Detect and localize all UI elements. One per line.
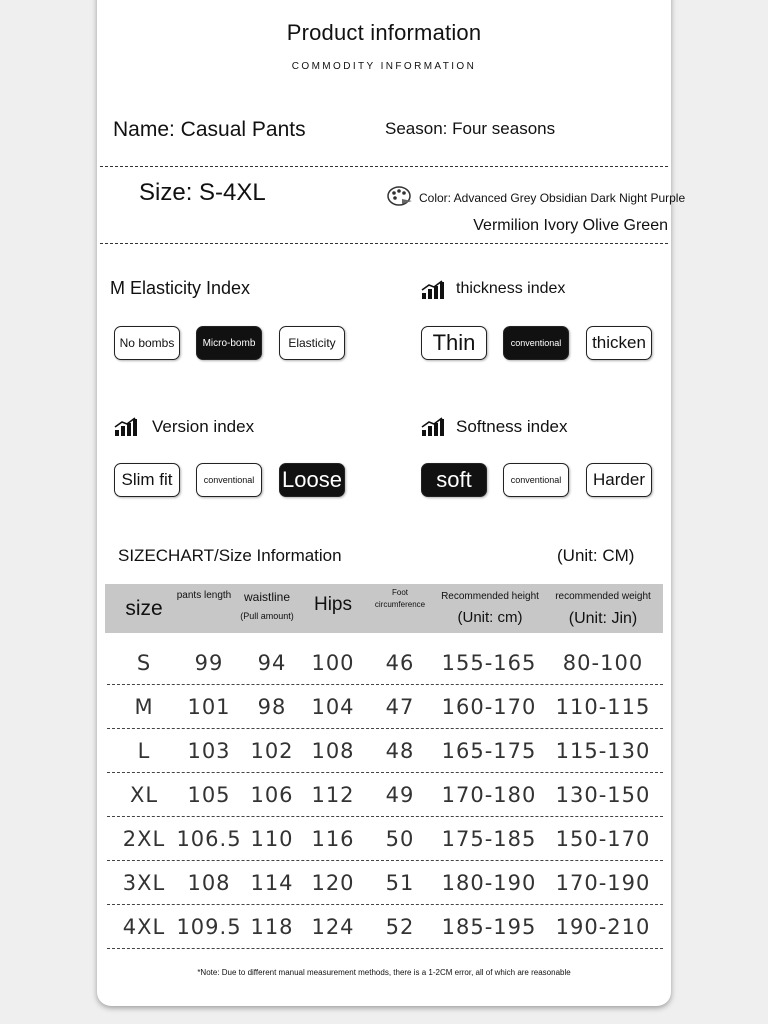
sizechart-header: [105, 584, 663, 633]
cell-height: 180-190: [441, 871, 537, 895]
cell-pants-length: 103: [187, 739, 231, 763]
table-row: [107, 641, 663, 685]
thickness-option-thin: Thin: [421, 326, 487, 360]
cell-waistline: 110: [250, 827, 294, 851]
cell-height: 165-175: [441, 739, 537, 763]
cell-height: 175-185: [441, 827, 537, 851]
bar-chart-icon: [421, 280, 447, 300]
divider: [100, 166, 668, 167]
header-recommended-height: Recommended height: [441, 591, 539, 602]
cell-foot: 51: [385, 871, 415, 895]
cell-size: 4XL: [122, 915, 166, 939]
cell-weight: 150-170: [555, 827, 651, 851]
thickness-option-thicken: thicken: [586, 326, 652, 360]
header-recommended-weight: recommended weight: [555, 591, 651, 602]
cell-size: L: [137, 739, 151, 763]
version-index-label: Version index: [152, 417, 255, 436]
divider: [100, 243, 668, 244]
cell-size: S: [136, 651, 152, 675]
softness-option-conventional: conventional: [503, 463, 569, 497]
product-season: Season: Four seasons: [385, 119, 556, 138]
bar-chart-icon: [421, 417, 447, 437]
cell-waistline: 106: [250, 783, 294, 807]
cell-hips: 116: [311, 827, 355, 851]
cell-hips: 100: [311, 651, 355, 675]
header-weight-unit: (Unit: Jin): [568, 610, 638, 627]
cell-weight: 80-100: [562, 651, 644, 675]
elasticity-option-elasticity: Elasticity: [279, 326, 345, 360]
header-pants-length: pants length: [176, 590, 232, 601]
cell-pants-length: 108: [187, 871, 231, 895]
header-foot-sub: circumference: [374, 600, 426, 609]
header-foot: Foot: [391, 588, 408, 597]
cell-size: M: [134, 695, 154, 719]
color-list-line2: Vermilion Ivory Olive Green: [473, 217, 668, 234]
cell-foot: 50: [385, 827, 415, 851]
header-height-unit: (Unit: cm): [457, 609, 523, 626]
color-list-line1: Color: Advanced Grey Obsidian Dark Night Purple: [419, 191, 686, 205]
page-title: Product information: [286, 20, 482, 45]
cell-pants-length: 109.5: [176, 915, 242, 939]
measurement-note: *Note: Due to different manual measurement methods, there is a 1-2CM error, all of which are reasonable: [197, 968, 571, 977]
cell-height: 155-165: [441, 651, 537, 675]
cell-pants-length: 99: [194, 651, 224, 675]
softness-index-label: Softness index: [456, 417, 568, 436]
header-hips: Hips: [313, 594, 352, 615]
cell-height: 160-170: [441, 695, 537, 719]
cell-foot: 48: [385, 739, 415, 763]
elasticity-option-no-bombs: No bombs: [114, 326, 180, 360]
table-row: [107, 685, 663, 729]
cell-height: 170-180: [441, 783, 537, 807]
cell-foot: 46: [385, 651, 415, 675]
cell-hips: 124: [311, 915, 355, 939]
cell-waistline: 98: [257, 695, 287, 719]
table-row: [107, 729, 663, 773]
page-subtitle: COMMODITY INFORMATION: [291, 61, 477, 72]
cell-size: XL: [129, 783, 159, 807]
cell-foot: 49: [385, 783, 415, 807]
cell-weight: 170-190: [555, 871, 651, 895]
cell-waistline: 118: [250, 915, 294, 939]
sizechart-unit: (Unit: CM): [557, 546, 635, 565]
cell-waistline: 94: [257, 651, 287, 675]
product-name: Name: Casual Pants: [113, 118, 306, 141]
elasticity-index-label: M Elasticity Index: [110, 278, 251, 298]
cell-weight: 110-115: [555, 695, 651, 719]
product-size: Size: S-4XL: [139, 179, 266, 206]
cell-pants-length: 105: [187, 783, 231, 807]
cell-size: 2XL: [122, 827, 166, 851]
table-row: [107, 861, 663, 905]
cell-weight: 190-210: [555, 915, 651, 939]
cell-height: 185-195: [441, 915, 537, 939]
table-row: [107, 773, 663, 817]
version-option-loose: Loose: [279, 463, 345, 497]
cell-hips: 112: [311, 783, 355, 807]
product-info-card: [97, 0, 686, 1006]
cell-weight: 115-130: [555, 739, 651, 763]
bar-chart-icon: [114, 417, 140, 437]
version-option-conventional: conventional: [196, 463, 262, 497]
cell-hips: 120: [311, 871, 355, 895]
cell-pants-length: 106.5: [176, 827, 242, 851]
cell-foot: 47: [385, 695, 415, 719]
cell-weight: 130-150: [555, 783, 651, 807]
softness-option-soft: soft: [421, 463, 487, 497]
cell-pants-length: 101: [187, 695, 231, 719]
table-row: [107, 905, 663, 949]
elasticity-option-micro-bomb: Micro-bomb: [196, 326, 262, 360]
header-waistline-sub: (Pull amount): [240, 611, 294, 621]
cell-hips: 104: [311, 695, 355, 719]
cell-size: 3XL: [122, 871, 166, 895]
row-divider: [107, 948, 663, 949]
version-option-slim-fit: Slim fit: [114, 463, 180, 497]
header-size: size: [125, 597, 163, 620]
sizechart-title: SIZECHART/Size Information: [118, 546, 342, 565]
cell-hips: 108: [311, 739, 355, 763]
cell-foot: 52: [385, 915, 415, 939]
header-waistline: waistline: [243, 590, 291, 604]
palette-icon: [386, 185, 414, 209]
softness-option-harder: Harder: [586, 463, 652, 497]
thickness-option-conventional: conventional: [503, 326, 569, 360]
thickness-index-label: thickness index: [456, 280, 566, 297]
cell-waistline: 114: [250, 871, 294, 895]
cell-waistline: 102: [250, 739, 294, 763]
table-row: [107, 817, 663, 861]
